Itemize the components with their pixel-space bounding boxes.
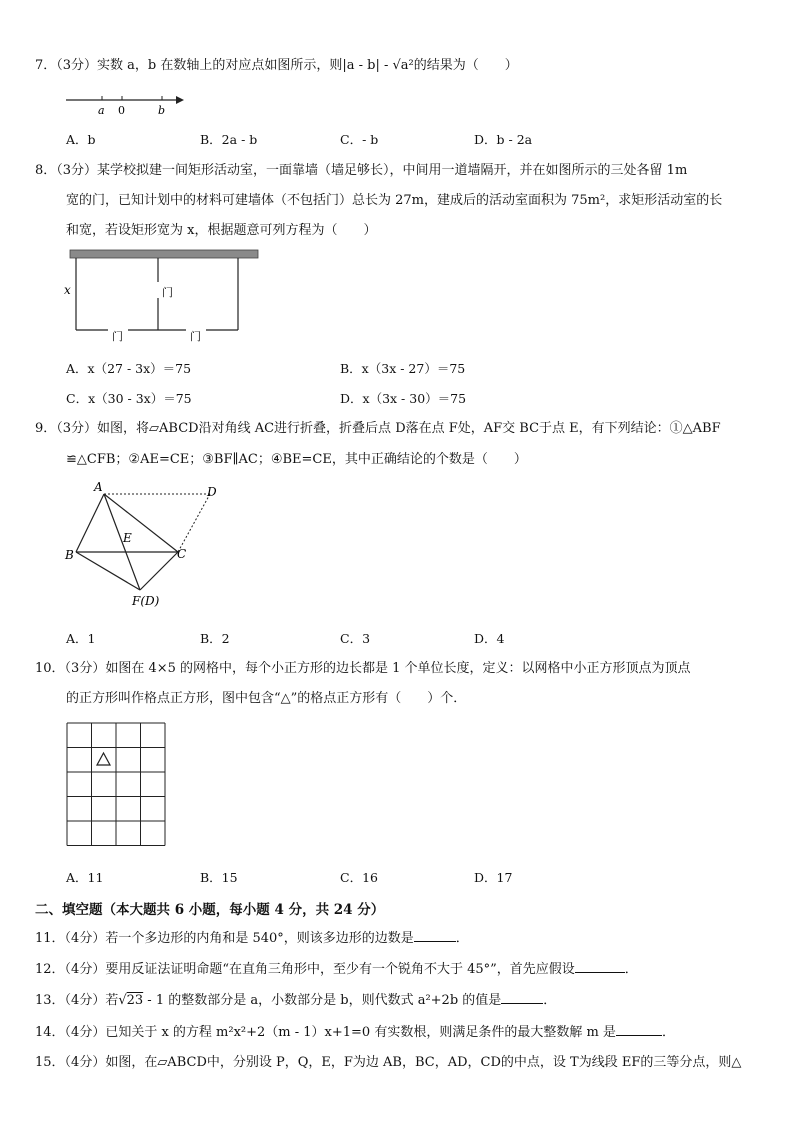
q9-option-d[interactable]: D．4 bbox=[474, 631, 505, 646]
q10-option-c[interactable]: C．16 bbox=[340, 870, 378, 885]
activity-room-figure bbox=[62, 248, 262, 344]
q9-line-2: ≌△CFB；②AE=CE；③BF∥AC；④BE=CE，其中正确结论的个数是（ ） bbox=[66, 452, 527, 467]
label-F: F(D) bbox=[132, 594, 160, 608]
q13-answer-blank[interactable] bbox=[501, 991, 543, 1004]
room-door-right: 门 bbox=[190, 330, 201, 343]
label-B: B bbox=[65, 548, 74, 562]
q9-option-a[interactable]: A．1 bbox=[66, 631, 96, 646]
q11: 11．（4分）若一个多边形的内角和是 540°，则该多边形的边数是 ． bbox=[35, 931, 469, 946]
q10-line-2: 的正方形叫作格点正方形，图中包含“△”的格点正方形有（ ）个． bbox=[66, 691, 467, 706]
q11-answer-blank[interactable] bbox=[414, 929, 456, 942]
sqrt-icon: √ bbox=[118, 993, 127, 1008]
q8-option-d[interactable]: D．x（3x - 30）＝75 bbox=[340, 391, 467, 406]
triangle-icon bbox=[97, 753, 110, 765]
grid-figure bbox=[66, 722, 168, 848]
q13-radicand: 23 bbox=[126, 993, 144, 1008]
q15-text: 15．（4分）如图，在▱ABCD中，分别设 P，Q，E，F为边 AB，BC，AD，CD的中点，设 T为线段 EF的三等分点，则△ bbox=[35, 1055, 742, 1070]
number-line-figure bbox=[60, 88, 190, 116]
q8-option-a[interactable]: A．x（27 - 3x）＝75 bbox=[66, 361, 192, 376]
q13-text-post: - 1 的整数部分是 a，小数部分是 b，则代数式 a²+2b 的值是 bbox=[143, 993, 502, 1008]
q8-line-3: 和宽，若设矩形宽为 x，根据题意可列方程为（ ） bbox=[66, 223, 377, 238]
q7-option-b[interactable]: B．2a - b bbox=[200, 132, 258, 147]
q8-line-2: 宽的门，已知计划中的材料可建墙体（不包括门）总长为 27m，建成后的活动室面积为 75m²，求矩形活动室的长 bbox=[66, 193, 723, 208]
q7-text: 7．（3分）实数 a，b 在数轴上的对应点如图所示，则|a - b| - √a²的结果为（ ） bbox=[35, 58, 518, 73]
label-D: D bbox=[207, 485, 217, 499]
label-E: E bbox=[123, 531, 132, 545]
q14: 14．（4分）已知关于 x 的方程 m²x²+2（m - 1）x+1=0 有实数根，则满足条件的最大整数解 m 是 ． bbox=[35, 1025, 675, 1040]
q14-answer-blank[interactable] bbox=[616, 1023, 662, 1036]
q9-option-b[interactable]: B．2 bbox=[200, 631, 230, 646]
q13: 13．（4分）若√23 - 1 的整数部分是 a，小数部分是 b，则代数式 a²+2b 的值是 ． bbox=[35, 993, 557, 1008]
room-door-left: 门 bbox=[112, 330, 123, 343]
q12: 12．（4分）要用反证法证明命题“在直角三角形中，至少有一个锐角不大于 45°”，首先应假设 ． bbox=[35, 962, 638, 977]
room-label-x: x bbox=[64, 283, 71, 297]
parallelogram-fold-figure bbox=[62, 480, 232, 610]
room-door-middle: 门 bbox=[162, 286, 173, 299]
q8-option-c[interactable]: C．x（30 - 3x）＝75 bbox=[66, 391, 192, 406]
section-2-heading: 二、填空题（本大题共 6 小题，每小题 4 分，共 24 分） bbox=[35, 902, 385, 918]
label-C: C bbox=[177, 547, 187, 561]
q7-option-c[interactable]: C．- b bbox=[340, 132, 379, 147]
q11-text: 11．（4分）若一个多边形的内角和是 540°，则该多边形的边数是 bbox=[35, 931, 414, 946]
nl-label-0: 0 bbox=[118, 104, 125, 117]
q10-option-b[interactable]: B．15 bbox=[200, 870, 238, 885]
q10-option-d[interactable]: D．17 bbox=[474, 870, 513, 885]
q9-option-c[interactable]: C．3 bbox=[340, 631, 371, 646]
q12-text: 12．（4分）要用反证法证明命题“在直角三角形中，至少有一个锐角不大于 45°”，首先应假设 bbox=[35, 962, 575, 977]
q8-line-1: 8．（3分）某学校拟建一间矩形活动室，一面靠墙（墙足够长），中间用一道墙隔开，并在如图所示的三处各留 1m bbox=[35, 163, 688, 178]
q7-option-a[interactable]: A．b bbox=[66, 132, 96, 147]
q7-option-d[interactable]: D．b - 2a bbox=[474, 132, 533, 147]
q10-option-a[interactable]: A．11 bbox=[66, 870, 104, 885]
label-A: A bbox=[94, 480, 103, 494]
nl-label-a: a bbox=[98, 104, 105, 117]
q12-answer-blank[interactable] bbox=[575, 960, 625, 973]
nl-label-b: b bbox=[158, 104, 166, 117]
q9-line-1: 9．（3分）如图，将▱ABCD沿对角线 AC进行折叠，折叠后点 D落在点 F处，AF交 BC于点 E，有下列结论：①△ABF bbox=[35, 421, 721, 436]
q13-text-pre: 13．（4分）若 bbox=[35, 993, 119, 1008]
q8-option-b[interactable]: B．x（3x - 27）＝75 bbox=[340, 361, 466, 376]
q10-line-1: 10．（3分）如图在 4×5 的网格中，每个小正方形的边长都是 1 个单位长度，定义：以网格中小正方形顶点为顶点 bbox=[35, 661, 691, 676]
q14-text: 14．（4分）已知关于 x 的方程 m²x²+2（m - 1）x+1=0 有实数根，则满足条件的最大整数解 m 是 bbox=[35, 1025, 616, 1040]
